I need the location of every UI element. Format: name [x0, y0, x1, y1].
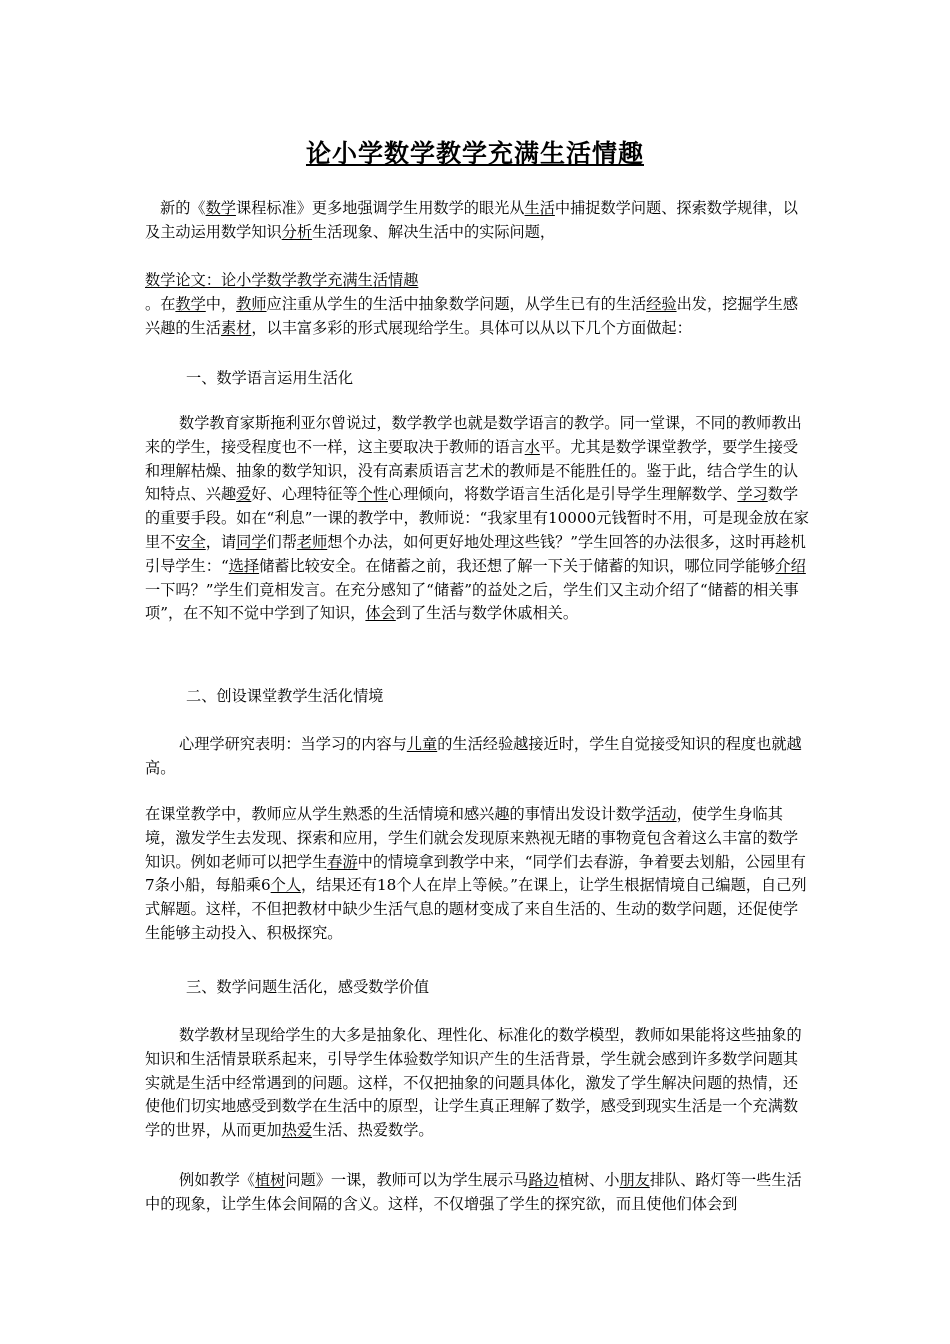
keyword-link[interactable]: 植树 — [254, 1171, 286, 1189]
keyword-link[interactable]: 儿童 — [406, 735, 438, 753]
keyword-link[interactable]: 教师 — [236, 295, 267, 313]
article-title-link[interactable]: 数学论文：论小学数学教学充满生活情趣 — [145, 271, 419, 289]
paragraph-problems: 数学教材呈现给学生的大多是抽象化、理性化、标准化的数学模型，教师如果能将这些抽象的知识和生活情景联系起来，引导学生体验数学知识产生的生活背景，学生就会感到许多数学问题其实就是生活中经常遇到的问题。这样，不仅把抽象的问题具体化，激发了学生解决问题的热情，还使他们切实地感受到数学在生活中的原型，让学生真正理解了数学，感受到现实生活是一个充满数学的世界，从而更加热爱生活、热爱数学。 — [145, 1026, 802, 1140]
keyword-link[interactable]: 介绍 — [775, 556, 806, 575]
keyword-link[interactable]: 热爱 — [281, 1121, 313, 1140]
keyword-link[interactable]: 分析 — [281, 222, 313, 241]
section-heading-3: 三、数学问题生活化，感受数学价值 — [186, 978, 429, 996]
intro-paragraph: 新的《数学课程标准》更多地强调学生用数学的眼光从生活中捕捉数学问题、探索数学规律，以及主动运用数学知识分析生活现象、解决生活中的实际问题， — [145, 199, 798, 241]
article-link-block — [145, 269, 813, 293]
keyword-link[interactable]: 活动 — [646, 805, 677, 823]
keyword-link[interactable]: 生活 — [524, 199, 555, 217]
keyword-link[interactable]: 水 — [524, 437, 540, 456]
keyword-link[interactable]: 选择 — [228, 556, 260, 575]
keyword-link[interactable]: 春游 — [327, 852, 358, 871]
keyword-link[interactable]: 学习 — [737, 485, 768, 504]
paragraph-teaching: 。在教学中，教师应注重从学生的生活中抽象数学问题，从学生已有的生活经验出发，挖掘学生感兴趣的生活素材，以丰富多彩的形式展现给学生。具体可以从以下几个方面做起： — [145, 295, 799, 337]
keyword-link[interactable]: 同学 — [236, 532, 267, 551]
keyword-link[interactable]: 个人 — [270, 876, 302, 895]
keyword-link[interactable]: 数学 — [205, 199, 236, 217]
keyword-link[interactable]: 路边 — [528, 1171, 559, 1189]
keyword-link[interactable]: 爱 — [236, 485, 252, 504]
paragraph-example: 例如教学《植树问题》一课，教师可以为学生展示马路边植树、小朋友排队、路灯等一些生活中的现象，让学生体会间隔的含义。这样，不仅增强了学生的探究欲，而且使他们体会到 — [145, 1171, 802, 1213]
section-heading-2: 二、创设课堂教学生活化情境 — [186, 687, 384, 705]
keyword-link[interactable]: 安全 — [175, 532, 206, 551]
keyword-link[interactable]: 个性 — [357, 485, 388, 504]
keyword-link[interactable]: 素材 — [220, 318, 252, 337]
keyword-link[interactable]: 老师 — [296, 532, 328, 551]
keyword-link[interactable]: 体会 — [365, 604, 396, 623]
keyword-link[interactable]: 经验 — [646, 295, 677, 313]
keyword-link[interactable]: 朋友 — [619, 1171, 650, 1189]
paragraph-psychology: 心理学研究表明：当学习的内容与儿童的生活经验越接近时，学生自觉接受知识的程度也就越高。 — [145, 735, 802, 777]
section-heading-1: 一、数学语言运用生活化 — [186, 369, 354, 387]
paragraph-language: 数学教育家斯拖利亚尔曾说过，数学教学也就是数学语言的教学。同一堂课，不同的教师教出来的学生，接受程度也不一样，这主要取决于教师的语言水平。尤其是数学课堂教学，要学生接受和理解枯燥、抽象的数学知识，没有高素质语言艺术的教师是不能胜任的。鉴于此，结合学生的认知特点、兴趣爱好、心理特征等个性心理倾向，将数学语言生活化是引导学生理解数学、学习数学的重要手段。如在“利息”一课的教学中，教师说：“我家里有10000元钱暂时不用，可是现金放在家里不安全，请同学们帮老师想个办法，如何更好地处理这些钱？”学生回答的办法很多，这时再趁机引导学生：“选择储蓄比较安全。在储蓄之前，我还想了解一下关于储蓄的知识，哪位同学能够介绍一下吗？”学生们竟相发言。在充分感知了“储蓄”的益处之后，学生们又主动介绍了“储蓄的相关事项”，在不知不觉中学到了知识，体会到了生活与数学休戚相关。 — [145, 414, 809, 623]
page-title: 论小学数学教学充满生活情趣 — [305, 139, 644, 168]
paragraph-classroom: 在课堂教学中，教师应从学生熟悉的生活情境和感兴趣的事情出发设计数学活动，使学生身临其境，激发学生去发现、探索和应用，学生们就会发现原来熟视无睹的事物竟包含着这么丰富的数学知识。例如老师可以把学生春游中的情境拿到教学中来，“同学们去春游，争着要去划船，公园里有7条小船，每船乘6个人，结果还有18个人在岸上等候。”在课上，让学生根据情境自己编题，自己列式解题。这样，不但把教材中缺少生活气息的题材变成了来自生活的、生动的数学问题，还促使学生能够主动投入、积极探究。 — [145, 805, 807, 942]
keyword-link[interactable]: 教学 — [175, 295, 206, 313]
